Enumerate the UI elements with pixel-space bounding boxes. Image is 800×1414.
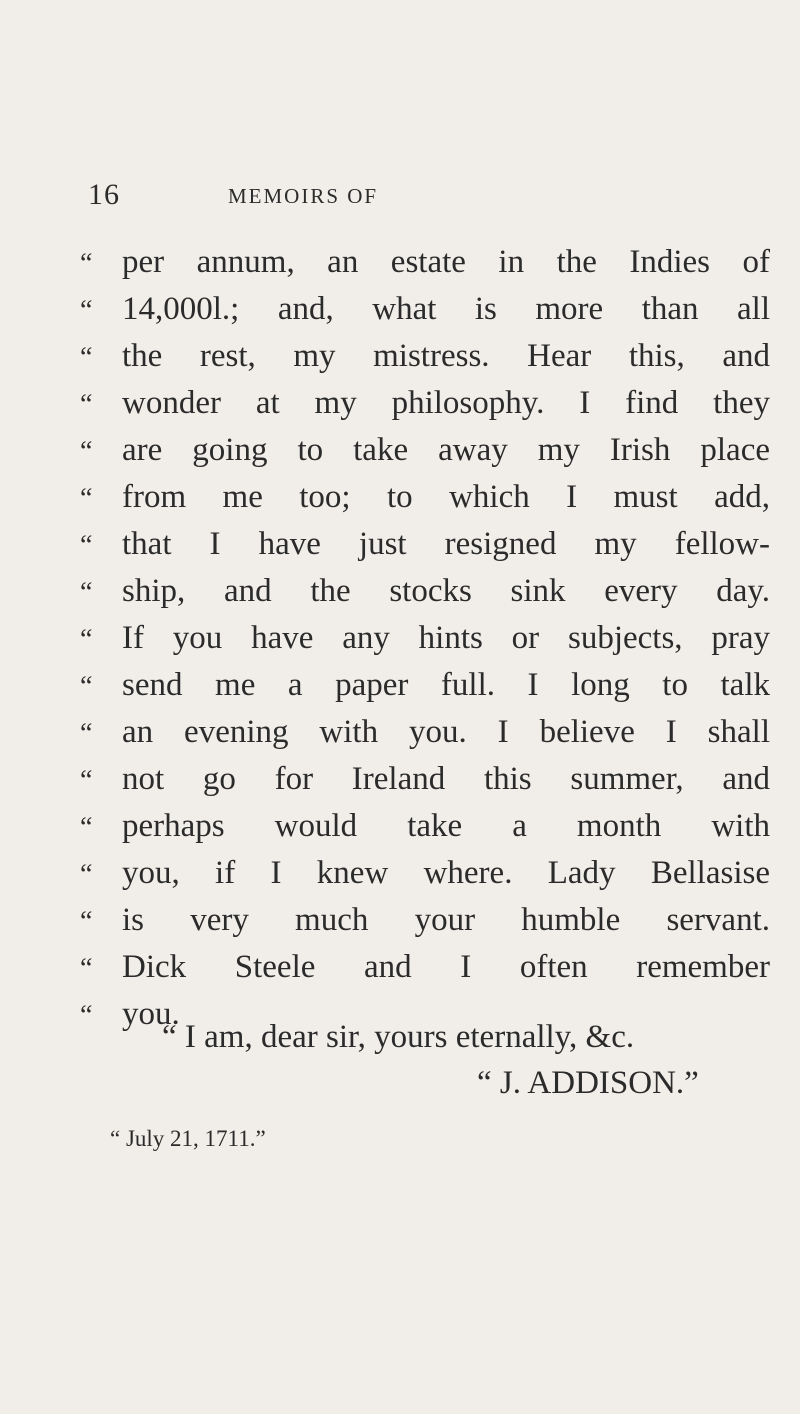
text-line [80,714,770,761]
quote-mark: “ [80,389,93,420]
quote-mark: “ [80,530,93,561]
quote-mark: “ [80,953,93,984]
text-line [80,526,770,573]
line-text: an evening with you. I believe I shall [122,714,770,750]
line-text: send me a paper full. I long to talk [122,667,770,703]
quote-mark: “ [80,436,93,467]
text-line [80,573,770,620]
text-line [80,479,770,526]
line-text: 14,000l.; and, what is more than all [122,291,770,327]
page-header [88,178,558,218]
text-line [80,244,770,291]
quote-mark: “ [80,812,93,843]
line-text: wonder at my philosophy. I find they [122,385,770,421]
line-text: you. [122,996,180,1032]
quote-mark: “ [80,248,93,279]
line-text: the rest, my mistress. Hear this, and [122,338,770,374]
letter-body [80,244,770,1043]
quote-mark: “ [80,483,93,514]
line-text: perhaps would take a month with [122,808,770,844]
letter-dateline: “ July 21, 1711.” [110,1126,266,1151]
quote-mark: “ [80,906,93,937]
line-text: are going to take away my Irish place [122,432,770,468]
quote-mark: “ [80,718,93,749]
quote-mark: “ [80,624,93,655]
line-text: Dick Steele and I often remember [122,949,770,985]
text-line [80,949,770,996]
quote-mark: “ [80,577,93,608]
quote-mark: “ [80,1000,93,1031]
letter-signature: “ J. ADDISON.” [477,1065,699,1101]
line-text: from me too; to which I must add, [122,479,770,515]
quote-mark: “ [80,295,93,326]
text-line [80,338,770,385]
line-text: is very much your humble servant. [122,902,770,938]
quote-mark: “ [80,671,93,702]
text-line [80,808,770,855]
quote-mark: “ [80,859,93,890]
line-text: you, if I knew where. Lady Bellasise [122,855,770,891]
line-text: not go for Ireland this summer, and [122,761,770,797]
quote-mark: “ [80,342,93,373]
text-line [80,761,770,808]
text-line [80,902,770,949]
text-line [80,432,770,479]
line-text: per annum, an estate in the Indies of [122,244,770,280]
line-text: ship, and the stocks sink every day. [122,573,770,609]
text-line [80,385,770,432]
quote-mark: “ [80,765,93,796]
letter-closing: “ I am, dear sir, yours eternally, &c. [162,1019,635,1055]
page-number: 16 [88,178,120,211]
running-head: MEMOIRS OF [228,184,379,208]
line-text: If you have any hints or subjects, pray [122,620,770,656]
text-line [80,291,770,338]
line-text: that I have just resigned my fellow- [122,526,770,562]
text-line [80,855,770,902]
text-line [80,667,770,714]
text-line [80,620,770,667]
